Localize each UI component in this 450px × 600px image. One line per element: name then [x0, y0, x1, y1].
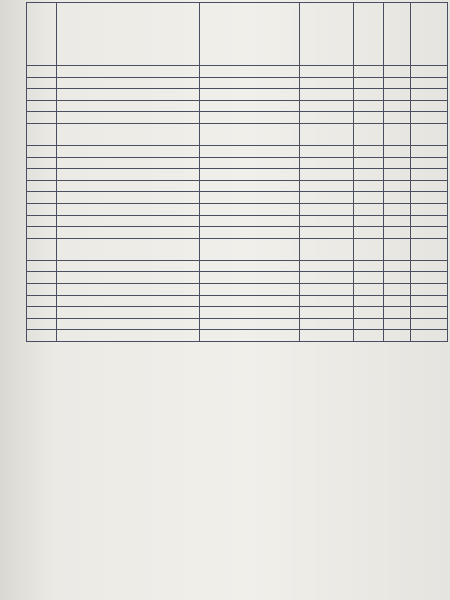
cell-time: [354, 227, 384, 239]
table-row: [27, 66, 448, 78]
cell-count: [384, 192, 411, 204]
cell-day: [300, 169, 354, 181]
cell-num: [27, 169, 57, 181]
cell-count: [384, 157, 411, 169]
cell-time: [354, 192, 384, 204]
cell-day: [300, 283, 354, 295]
cell-name: [57, 295, 200, 307]
cell-day: [300, 307, 354, 319]
cell-count: [384, 260, 411, 272]
cell-day: [300, 203, 354, 215]
cell-leader: [200, 123, 300, 145]
cell-leader: [200, 330, 300, 342]
table-row: [27, 227, 448, 239]
cell-grade: [411, 283, 448, 295]
cell-time: [354, 100, 384, 112]
cell-time: [354, 318, 384, 330]
cell-day: [300, 238, 354, 260]
cell-num: [27, 260, 57, 272]
cell-name: [57, 272, 200, 284]
cell-grade: [411, 112, 448, 124]
cell-num: [27, 180, 57, 192]
cell-leader: [200, 157, 300, 169]
cell-day: [300, 227, 354, 239]
cell-count: [384, 238, 411, 260]
cell-leader: [200, 260, 300, 272]
cell-time: [354, 157, 384, 169]
cell-name: [57, 123, 200, 145]
cell-num: [27, 295, 57, 307]
cell-count: [384, 66, 411, 78]
table-row: [27, 307, 448, 319]
cell-leader: [200, 307, 300, 319]
cell-leader: [200, 169, 300, 181]
cell-count: [384, 295, 411, 307]
cell-num: [27, 77, 57, 89]
cell-num: [27, 215, 57, 227]
cell-day: [300, 295, 354, 307]
cell-num: [27, 112, 57, 124]
cell-time: [354, 180, 384, 192]
cell-num: [27, 238, 57, 260]
table-row: [27, 330, 448, 342]
cell-day: [300, 66, 354, 78]
cell-count: [384, 100, 411, 112]
cell-count: [384, 330, 411, 342]
cell-day: [300, 157, 354, 169]
cell-day: [300, 318, 354, 330]
cell-name: [57, 157, 200, 169]
cell-count: [384, 169, 411, 181]
cell-grade: [411, 238, 448, 260]
table-row: [27, 295, 448, 307]
cell-leader: [200, 89, 300, 101]
header-count: [384, 3, 411, 66]
cell-time: [354, 260, 384, 272]
cell-count: [384, 227, 411, 239]
header-name: [57, 3, 200, 66]
cell-day: [300, 192, 354, 204]
cell-time: [354, 203, 384, 215]
cell-name: [57, 192, 200, 204]
header-day: [300, 3, 354, 66]
cell-num: [27, 272, 57, 284]
cell-name: [57, 100, 200, 112]
header-num: [27, 3, 57, 66]
cell-leader: [200, 227, 300, 239]
table-row: [27, 123, 448, 145]
table-row: [27, 215, 448, 227]
cell-leader: [200, 66, 300, 78]
cell-time: [354, 112, 384, 124]
cell-day: [300, 330, 354, 342]
cell-day: [300, 123, 354, 145]
cell-leader: [200, 295, 300, 307]
cell-grade: [411, 100, 448, 112]
cell-grade: [411, 295, 448, 307]
cell-name: [57, 203, 200, 215]
cell-grade: [411, 145, 448, 157]
cell-day: [300, 260, 354, 272]
table-row: [27, 89, 448, 101]
cell-name: [57, 227, 200, 239]
cell-time: [354, 283, 384, 295]
cell-time: [354, 89, 384, 101]
cell-time: [354, 238, 384, 260]
cell-time: [354, 145, 384, 157]
cell-name: [57, 145, 200, 157]
cell-num: [27, 318, 57, 330]
cell-leader: [200, 283, 300, 295]
table-row: [27, 145, 448, 157]
cell-count: [384, 307, 411, 319]
cell-leader: [200, 192, 300, 204]
cell-time: [354, 66, 384, 78]
cell-num: [27, 283, 57, 295]
cell-grade: [411, 215, 448, 227]
cell-leader: [200, 272, 300, 284]
cell-leader: [200, 145, 300, 157]
cell-time: [354, 272, 384, 284]
cell-grade: [411, 157, 448, 169]
header-grade: [411, 3, 448, 66]
cell-name: [57, 112, 200, 124]
cell-name: [57, 180, 200, 192]
table-row: [27, 77, 448, 89]
cell-num: [27, 123, 57, 145]
cell-day: [300, 112, 354, 124]
cell-grade: [411, 318, 448, 330]
cell-day: [300, 180, 354, 192]
cell-count: [384, 272, 411, 284]
table-row: [27, 260, 448, 272]
cell-grade: [411, 260, 448, 272]
table-row: [27, 169, 448, 181]
cell-num: [27, 157, 57, 169]
cell-num: [27, 89, 57, 101]
cell-name: [57, 169, 200, 181]
cell-name: [57, 77, 200, 89]
cell-count: [384, 318, 411, 330]
cell-grade: [411, 272, 448, 284]
cell-num: [27, 203, 57, 215]
cell-name: [57, 66, 200, 78]
cell-grade: [411, 307, 448, 319]
cell-leader: [200, 238, 300, 260]
cell-count: [384, 145, 411, 157]
cell-num: [27, 192, 57, 204]
cell-name: [57, 238, 200, 260]
cell-grade: [411, 66, 448, 78]
cell-count: [384, 283, 411, 295]
cell-name: [57, 215, 200, 227]
cell-time: [354, 123, 384, 145]
cell-count: [384, 112, 411, 124]
cell-day: [300, 145, 354, 157]
cell-day: [300, 100, 354, 112]
cell-count: [384, 215, 411, 227]
table-row: [27, 112, 448, 124]
cell-name: [57, 330, 200, 342]
cell-name: [57, 318, 200, 330]
cell-grade: [411, 180, 448, 192]
cell-num: [27, 100, 57, 112]
cell-grade: [411, 192, 448, 204]
table-row: [27, 100, 448, 112]
cell-leader: [200, 180, 300, 192]
table-row: [27, 318, 448, 330]
cell-num: [27, 66, 57, 78]
table-row: [27, 192, 448, 204]
cell-grade: [411, 123, 448, 145]
cell-time: [354, 215, 384, 227]
cell-day: [300, 215, 354, 227]
cell-name: [57, 89, 200, 101]
table-row: [27, 203, 448, 215]
table-row: [27, 180, 448, 192]
cell-grade: [411, 77, 448, 89]
cell-grade: [411, 203, 448, 215]
cell-name: [57, 283, 200, 295]
cell-num: [27, 145, 57, 157]
cell-count: [384, 203, 411, 215]
table-row: [27, 157, 448, 169]
clubs-schedule-table: [26, 2, 448, 342]
cell-grade: [411, 227, 448, 239]
cell-time: [354, 330, 384, 342]
cell-leader: [200, 77, 300, 89]
cell-grade: [411, 169, 448, 181]
table-row: [27, 283, 448, 295]
cell-count: [384, 89, 411, 101]
cell-leader: [200, 203, 300, 215]
header-row: [27, 3, 448, 66]
cell-day: [300, 89, 354, 101]
cell-leader: [200, 215, 300, 227]
cell-num: [27, 307, 57, 319]
cell-grade: [411, 89, 448, 101]
cell-day: [300, 77, 354, 89]
cell-leader: [200, 112, 300, 124]
cell-day: [300, 272, 354, 284]
cell-time: [354, 169, 384, 181]
cell-num: [27, 227, 57, 239]
cell-grade: [411, 330, 448, 342]
cell-num: [27, 330, 57, 342]
cell-count: [384, 180, 411, 192]
table-row: [27, 272, 448, 284]
cell-time: [354, 295, 384, 307]
cell-count: [384, 123, 411, 145]
header-leader: [200, 3, 300, 66]
header-time: [354, 3, 384, 66]
table-row: [27, 238, 448, 260]
cell-time: [354, 307, 384, 319]
cell-leader: [200, 100, 300, 112]
cell-count: [384, 77, 411, 89]
cell-name: [57, 307, 200, 319]
cell-time: [354, 77, 384, 89]
cell-name: [57, 260, 200, 272]
cell-leader: [200, 318, 300, 330]
